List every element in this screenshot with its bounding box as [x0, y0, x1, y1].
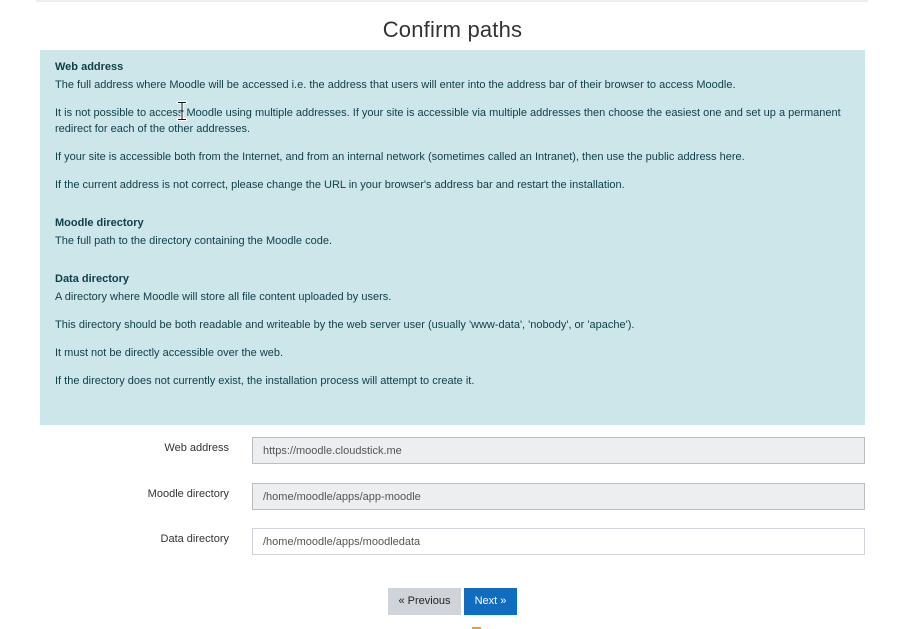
web-address-help-text: If the current address is not correct, please change the URL in your browser's address bar and restart the installation.	[55, 179, 625, 191]
data-directory-input[interactable]	[252, 528, 865, 555]
text-cursor-icon	[176, 101, 188, 121]
data-directory-label: Data directory	[160, 533, 229, 545]
previous-button[interactable]: « Previous	[388, 588, 461, 615]
top-divider	[36, 0, 868, 2]
data-directory-help	[55, 273, 850, 389]
web-address-help-heading: Web address	[55, 61, 124, 73]
data-directory-help-text: This directory should be both readable and writeable by the web server user (usually 'www-data', 'nobody', or 'apache').	[55, 319, 635, 331]
web-address-row	[40, 437, 865, 467]
data-directory-help-text: It must not be directly accessible over the web.	[55, 347, 284, 359]
moodle-directory-help-text: The full path to the directory containing the Moodle code.	[55, 235, 333, 247]
moodle-directory-help-heading: Moodle directory	[55, 217, 144, 229]
data-directory-help-text: A directory where Moodle will store all file content uploaded by users.	[55, 291, 392, 303]
web-address-label: Web address	[164, 442, 229, 454]
web-address-help-text: It is not possible to access Moodle using multiple addresses. If your site is accessible via multiple addresses then choose the easiest one and set up a permanent redirect for each of the other addresses.	[55, 107, 841, 135]
data-directory-help-heading: Data directory	[55, 273, 129, 285]
data-directory-help-text: If the directory does not currently exist, the installation process will attempt to create it.	[55, 375, 475, 387]
data-directory-row	[40, 528, 865, 558]
moodle-directory-input[interactable]	[252, 483, 865, 510]
web-address-help	[55, 61, 850, 193]
moodle-directory-help	[55, 217, 850, 249]
next-button[interactable]: Next »	[464, 588, 517, 615]
moodle-directory-label: Moodle directory	[147, 488, 229, 500]
web-address-input[interactable]	[252, 437, 865, 464]
web-address-help-text: The full address where Moodle will be accessed i.e. the address that users will enter into the address bar of their browser to access Moodle.	[55, 79, 736, 91]
paths-help-box	[40, 50, 865, 425]
web-address-help-text: If your site is accessible both from the Internet, and from an internal network (sometimes called an Intranet), then use the public address here.	[55, 151, 745, 163]
moodle-directory-row	[40, 483, 865, 513]
page-title: Confirm paths	[382, 17, 523, 42]
